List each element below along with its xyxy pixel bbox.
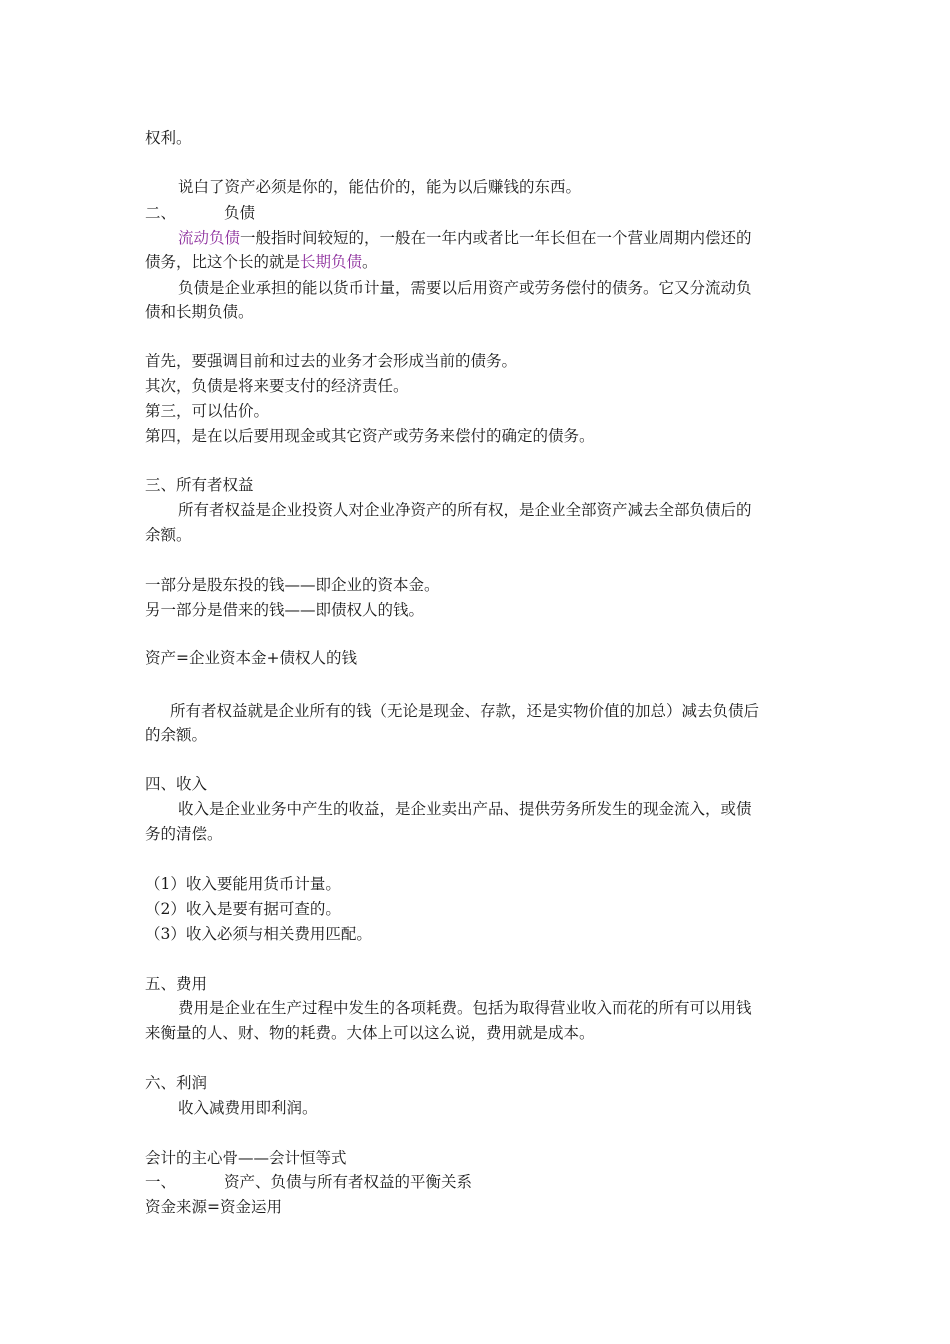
text-line: 第三，可以估价。	[145, 402, 270, 420]
section-heading-profit: 六、利润	[145, 1074, 208, 1092]
section-heading-revenue: 四、收入	[145, 775, 208, 793]
text-line: 来衡量的人、财、物的耗费。大体上可以这么说，费用就是成本。	[145, 1024, 595, 1042]
text-line: 第四，是在以后要用现金或其它资产或劳务来偿付的确定的债务。	[145, 427, 595, 445]
text-span: 一般指时间较短的，一般在一年内或者比一年长但在一个营业周期内偿还的	[240, 229, 752, 247]
text-line: 余额。	[145, 526, 192, 544]
list-item: （3）收入必须与相关费用匹配。	[145, 925, 372, 943]
text-line: 说白了资产必须是你的，能估价的，能为以后赚钱的东西。	[178, 178, 582, 196]
text-span: 债务，比这个长的就是	[145, 253, 301, 271]
section-title: 资产、负债与所有者权益的平衡关系	[224, 1173, 473, 1191]
text-line: 首先，要强调目前和过去的业务才会形成当前的债务。	[145, 352, 518, 370]
text-line: 收入减费用即利润。	[178, 1099, 318, 1117]
text-line: 其次，负债是将来要支付的经济责任。	[145, 377, 409, 395]
section-heading-liabilities	[145, 203, 255, 223]
formula-line: 资产=企业资本金+债权人的钱	[145, 649, 357, 667]
section-title: 负债	[224, 204, 256, 222]
text-line: 务的清偿。	[145, 825, 223, 843]
list-item: （1）收入要能用货币计量。	[145, 875, 341, 893]
section-number: 二、	[145, 204, 177, 222]
text-line: 所有者权益就是企业所有的钱（无论是现金、存款，还是实物价值的加总）减去负债后	[170, 702, 760, 720]
chapter-heading: 会计的主心骨——会计恒等式	[145, 1149, 347, 1167]
section-number: 一、	[145, 1173, 177, 1191]
list-item: （2）收入是要有据可查的。	[145, 900, 341, 918]
text-line: 一部分是股东投的钱——即企业的资本金。	[145, 576, 440, 594]
text-line: 费用是企业在生产过程中发生的各项耗费。包括为取得营业收入而花的所有可以用钱	[178, 999, 752, 1017]
text-line: 权利。	[145, 129, 192, 147]
link-current-liabilities[interactable]: 流动负债	[178, 229, 241, 247]
text-line: 另一部分是借来的钱——即债权人的钱。	[145, 601, 425, 619]
section-heading-balance	[145, 1172, 472, 1192]
text-line: 负债是企业承担的能以货币计量，需要以后用资产或劳务偿付的债务。它又分流动负	[178, 279, 752, 297]
section-heading-equity: 三、所有者权益	[145, 476, 254, 494]
formula-line: 资金来源=资金运用	[145, 1198, 282, 1216]
text-line: 收入是企业业务中产生的收益，是企业卖出产品、提供劳务所发生的现金流入，或债	[178, 800, 752, 818]
text-line: 债和长期负债。	[145, 303, 254, 321]
text-span: 。	[362, 253, 378, 271]
text-line: 的余额。	[145, 726, 208, 744]
text-line: 所有者权益是企业投资人对企业净资产的所有权，是企业全部资产减去全部负债后的	[178, 501, 752, 519]
text-line	[145, 252, 378, 272]
section-heading-expenses: 五、费用	[145, 975, 208, 993]
text-line	[178, 228, 752, 248]
link-long-term-liabilities[interactable]: 长期负债	[300, 253, 363, 271]
